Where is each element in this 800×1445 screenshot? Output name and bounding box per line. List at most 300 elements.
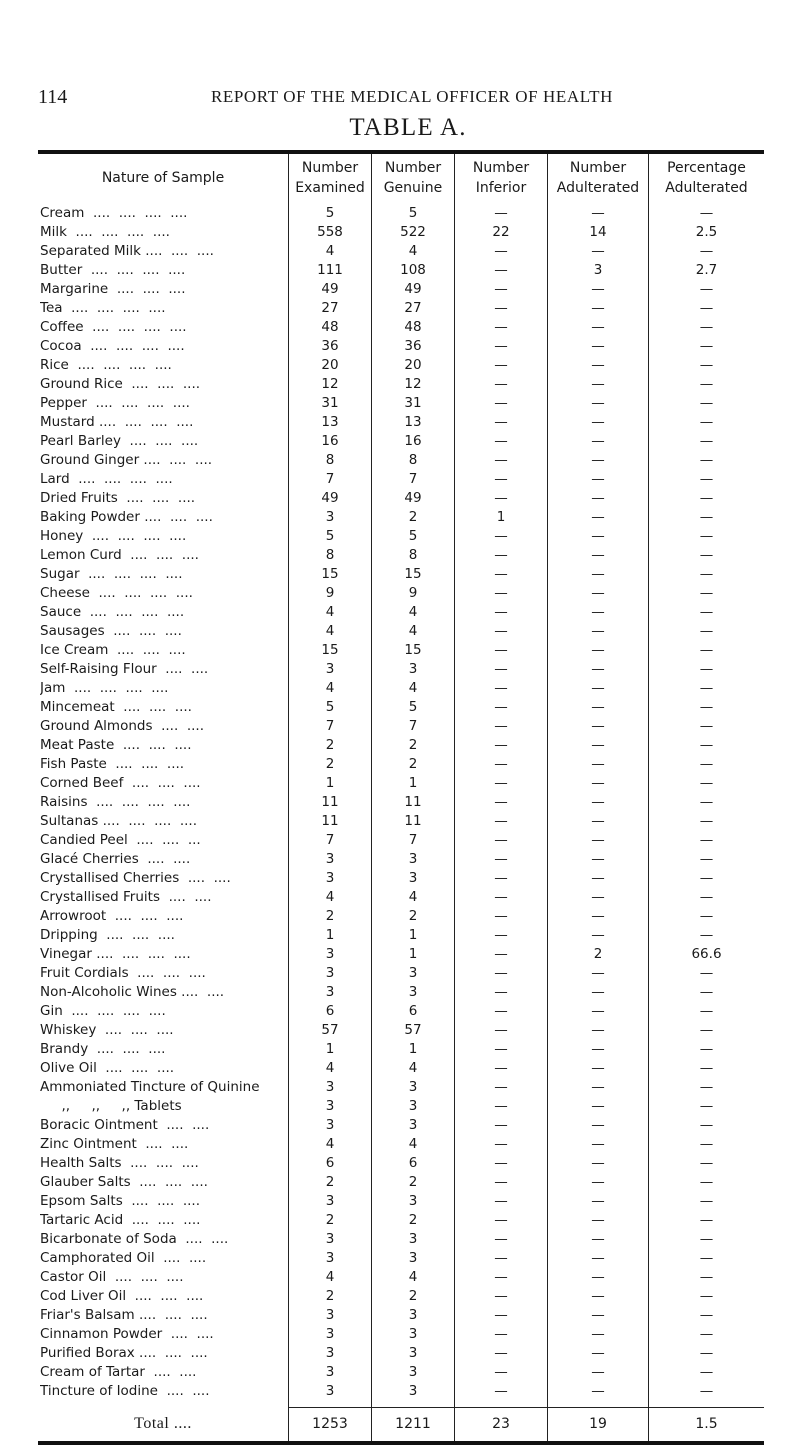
examined-cell: 3 (325, 1326, 335, 1342)
percentage-cell: — (699, 585, 714, 601)
percentage-cell: — (699, 794, 714, 810)
percentage-cell: — (699, 965, 714, 981)
table-row (38, 793, 764, 812)
examined-cell: 3 (325, 870, 335, 886)
inferior-cell: — (494, 528, 508, 544)
adulterated-cell: — (591, 281, 605, 297)
table-row (38, 1154, 764, 1173)
header-number-adulterated: Number Adulterated (556, 160, 640, 196)
examined-cell: 8 (325, 547, 335, 563)
examined-cell: 2 (325, 908, 335, 924)
genuine-cell: 3 (408, 870, 418, 886)
inferior-cell: — (494, 205, 508, 221)
table-row (38, 907, 764, 926)
table-row (38, 755, 764, 774)
adulterated-cell: — (591, 1250, 605, 1266)
genuine-cell: 3 (408, 1326, 418, 1342)
adulterated-cell: — (591, 889, 605, 905)
percentage-cell: — (699, 205, 714, 221)
percentage-cell: — (699, 1212, 714, 1228)
examined-cell: 6 (325, 1003, 335, 1019)
inferior-cell: — (494, 262, 508, 278)
sample-name: Bicarbonate of Soda .... .... (40, 1231, 229, 1247)
page-header (0, 86, 800, 110)
examined-cell: 36 (321, 338, 339, 354)
total-adulterated: 19 (589, 1416, 607, 1432)
sample-name: Mincemeat .... .... .... (40, 699, 192, 715)
adulterated-cell: — (591, 927, 605, 943)
table-row (38, 641, 764, 660)
percentage-cell: — (699, 1250, 714, 1266)
percentage-cell: — (699, 908, 714, 924)
examined-cell: 2 (325, 1288, 335, 1304)
genuine-cell: 2 (408, 1174, 418, 1190)
table-row (38, 432, 764, 451)
examined-cell: 4 (325, 889, 335, 905)
inferior-cell: — (494, 680, 508, 696)
sample-name: Fruit Cordials .... .... .... (40, 965, 206, 981)
percentage-cell: — (699, 775, 714, 791)
table-row (38, 736, 764, 755)
genuine-cell: 3 (408, 1364, 418, 1380)
total-percentage: 1.5 (695, 1416, 718, 1432)
adulterated-cell: — (591, 1174, 605, 1190)
genuine-cell: 4 (408, 243, 418, 259)
inferior-cell: — (494, 1383, 508, 1399)
genuine-cell: 5 (408, 699, 418, 715)
examined-cell: 15 (321, 566, 339, 582)
percentage-cell: — (699, 1326, 714, 1342)
sample-name: Jam .... .... .... .... (40, 680, 169, 696)
examined-cell: 11 (321, 794, 339, 810)
adulterated-cell: — (591, 566, 605, 582)
examined-cell: 3 (325, 1117, 335, 1133)
percentage-cell: — (699, 319, 714, 335)
inferior-cell: — (494, 623, 508, 639)
header-number-genuine: Number Genuine (383, 160, 443, 196)
table-row (38, 1040, 764, 1059)
genuine-cell: 20 (404, 357, 422, 373)
table-row (38, 337, 764, 356)
sample-name: Pepper .... .... .... .... (40, 395, 190, 411)
table-row (38, 299, 764, 318)
percentage-cell: — (699, 813, 714, 829)
examined-cell: 5 (325, 528, 335, 544)
adulterated-cell: — (591, 376, 605, 392)
genuine-cell: 15 (404, 566, 422, 582)
percentage-cell: — (699, 1098, 714, 1114)
table-row (38, 1382, 764, 1401)
adulterated-cell: — (591, 1136, 605, 1152)
examined-cell: 49 (321, 490, 339, 506)
adulterated-cell: — (591, 604, 605, 620)
total-examined: 1253 (312, 1416, 348, 1432)
inferior-cell: — (494, 452, 508, 468)
inferior-cell: — (494, 813, 508, 829)
table-row (38, 470, 764, 489)
inferior-cell: — (494, 414, 508, 430)
percentage-cell: — (699, 1307, 714, 1323)
inferior-cell: — (494, 737, 508, 753)
examined-cell: 3 (325, 1098, 335, 1114)
examined-cell: 4 (325, 623, 335, 639)
percentage-cell: — (699, 357, 714, 373)
inferior-cell: — (494, 585, 508, 601)
genuine-cell: 4 (408, 604, 418, 620)
table-row (38, 622, 764, 641)
examined-cell: 2 (325, 1212, 335, 1228)
percentage-cell: — (699, 832, 714, 848)
table-row (38, 1230, 764, 1249)
sample-name: Mustard .... .... .... .... (40, 414, 194, 430)
examined-cell: 4 (325, 243, 335, 259)
table-row (38, 1097, 764, 1116)
examined-cell: 3 (325, 1383, 335, 1399)
sample-name: Cinnamon Powder .... .... (40, 1326, 214, 1342)
inferior-cell: — (494, 547, 508, 563)
percentage-cell: — (699, 642, 714, 658)
sample-name: Sauce .... .... .... .... (40, 604, 185, 620)
genuine-cell: 31 (404, 395, 422, 411)
sample-name: Cod Liver Oil .... .... .... (40, 1288, 204, 1304)
genuine-cell: 11 (404, 813, 422, 829)
sample-name: Candied Peel .... .... ... (40, 832, 201, 848)
table-row (38, 261, 764, 280)
table-row (38, 679, 764, 698)
percentage-cell: — (699, 1364, 714, 1380)
adulterated-cell: — (591, 471, 605, 487)
adulterated-cell: — (591, 965, 605, 981)
table-row (38, 242, 764, 261)
inferior-cell: — (494, 1174, 508, 1190)
genuine-cell: 3 (408, 1231, 418, 1247)
adulterated-cell: — (591, 1269, 605, 1285)
inferior-cell: — (494, 1098, 508, 1114)
sample-name: Tartaric Acid .... .... .... (40, 1212, 201, 1228)
table-row (38, 945, 764, 964)
sample-name: Brandy .... .... .... (40, 1041, 166, 1057)
percentage-cell: — (699, 1193, 714, 1209)
examined-cell: 9 (325, 585, 335, 601)
sample-name: Margarine .... .... .... (40, 281, 186, 297)
inferior-cell: — (494, 471, 508, 487)
adulterated-cell: — (591, 243, 605, 259)
percentage-cell: — (699, 984, 714, 1000)
table-row (38, 717, 764, 736)
page-number: 114 (38, 86, 68, 108)
adulterated-cell: — (591, 775, 605, 791)
table-row (38, 1211, 764, 1230)
genuine-cell: 3 (408, 984, 418, 1000)
examined-cell: 3 (325, 509, 335, 525)
sample-name: Epsom Salts .... .... .... (40, 1193, 200, 1209)
table-row (38, 1287, 764, 1306)
adulterated-cell: — (591, 1288, 605, 1304)
examined-cell: 558 (317, 224, 343, 240)
adulterated-cell: — (591, 908, 605, 924)
sample-name: Separated Milk .... .... .... (40, 243, 214, 259)
inferior-cell: — (494, 1079, 508, 1095)
sample-name: Vinegar .... .... .... .... (40, 946, 191, 962)
adulterated-cell: — (591, 1003, 605, 1019)
inferior-cell: — (494, 756, 508, 772)
sample-name: Lard .... .... .... .... (40, 471, 173, 487)
table-row (38, 375, 764, 394)
sample-name: Gin .... .... .... .... (40, 1003, 166, 1019)
genuine-cell: 9 (408, 585, 418, 601)
adulterated-cell: — (591, 718, 605, 734)
table-row (38, 1249, 764, 1268)
sample-name: Tincture of Iodine .... .... (40, 1383, 210, 1399)
examined-cell: 6 (325, 1155, 335, 1171)
genuine-cell: 3 (408, 1250, 418, 1266)
examined-cell: 3 (325, 946, 335, 962)
percentage-cell: — (699, 1231, 714, 1247)
adulterated-cell: 3 (593, 262, 603, 278)
examined-cell: 3 (325, 1345, 335, 1361)
inferior-cell: — (494, 1326, 508, 1342)
genuine-cell: 6 (408, 1155, 418, 1171)
examined-cell: 4 (325, 1136, 335, 1152)
table-row (38, 1021, 764, 1040)
genuine-cell: 48 (404, 319, 422, 335)
total-inferior: 23 (492, 1416, 510, 1432)
examined-cell: 4 (325, 604, 335, 620)
table-row (38, 584, 764, 603)
adulterated-cell: — (591, 490, 605, 506)
table-row (38, 1059, 764, 1078)
genuine-cell: 1 (408, 775, 418, 791)
genuine-cell: 4 (408, 1269, 418, 1285)
percentage-cell: — (699, 395, 714, 411)
sample-name: Cheese .... .... .... .... (40, 585, 193, 601)
table-row (38, 565, 764, 584)
table-row (38, 394, 764, 413)
table-row (38, 660, 764, 679)
sample-name: Baking Powder .... .... .... (40, 509, 213, 525)
genuine-cell: 27 (404, 300, 422, 316)
inferior-cell: 1 (496, 509, 506, 525)
adulterated-cell: — (591, 357, 605, 373)
percentage-cell: — (699, 927, 714, 943)
inferior-cell: — (494, 1364, 508, 1380)
sample-name: Coffee .... .... .... .... (40, 319, 187, 335)
adulterated-cell: — (591, 585, 605, 601)
examined-cell: 7 (325, 471, 335, 487)
examined-cell: 2 (325, 737, 335, 753)
inferior-cell: — (494, 243, 508, 259)
genuine-cell: 6 (408, 1003, 418, 1019)
examined-cell: 7 (325, 832, 335, 848)
percentage-cell: — (699, 1060, 714, 1076)
genuine-cell: 108 (400, 262, 426, 278)
table-row (38, 1192, 764, 1211)
sample-name: Honey .... .... .... .... (40, 528, 187, 544)
adulterated-cell: — (591, 1231, 605, 1247)
percentage-cell: — (699, 1041, 714, 1057)
sample-name: Raisins .... .... .... .... (40, 794, 191, 810)
table-row (38, 869, 764, 888)
adulterated-cell: — (591, 851, 605, 867)
genuine-cell: 3 (408, 1307, 418, 1323)
inferior-cell: — (494, 1269, 508, 1285)
percentage-cell: — (699, 281, 714, 297)
examined-cell: 20 (321, 357, 339, 373)
inferior-cell: — (494, 1250, 508, 1266)
table-row (38, 983, 764, 1002)
sample-name: Dried Fruits .... .... .... (40, 490, 196, 506)
examined-cell: 4 (325, 1060, 335, 1076)
percentage-cell: — (699, 547, 714, 563)
table-row (38, 489, 764, 508)
percentage-cell: — (699, 414, 714, 430)
adulterated-cell: 14 (589, 224, 607, 240)
sample-name: Meat Paste .... .... .... (40, 737, 192, 753)
sample-name: Self-Raising Flour .... .... (40, 661, 209, 677)
adulterated-cell: — (591, 1079, 605, 1095)
table-row (38, 603, 764, 622)
percentage-cell: — (699, 509, 714, 525)
genuine-cell: 3 (408, 851, 418, 867)
examined-cell: 3 (325, 1364, 335, 1380)
genuine-cell: 1 (408, 1041, 418, 1057)
inferior-cell: — (494, 1155, 508, 1171)
percentage-cell: — (699, 680, 714, 696)
header-number-examined: Number Examined (295, 160, 365, 196)
genuine-cell: 15 (404, 642, 422, 658)
adulterated-cell: — (591, 623, 605, 639)
sample-name: Rice .... .... .... .... (40, 357, 172, 373)
sample-name: ,, ,, ,, Tablets (40, 1098, 182, 1114)
inferior-cell: — (494, 1231, 508, 1247)
inferior-cell: — (494, 946, 508, 962)
examined-cell: 7 (325, 718, 335, 734)
sample-name: Cream .... .... .... .... (40, 205, 188, 221)
inferior-cell: — (494, 832, 508, 848)
genuine-cell: 4 (408, 889, 418, 905)
genuine-cell: 3 (408, 1345, 418, 1361)
table-row (38, 1344, 764, 1363)
percentage-cell: 2.5 (695, 224, 718, 240)
header-nature-of-sample: Nature of Sample (101, 170, 225, 186)
sample-name: Corned Beef .... .... .... (40, 775, 201, 791)
adulterated-cell: — (591, 1307, 605, 1323)
genuine-cell: 4 (408, 1136, 418, 1152)
percentage-cell: — (699, 1022, 714, 1038)
inferior-cell: — (494, 1345, 508, 1361)
sample-name: Friar's Balsam .... .... .... (40, 1307, 208, 1323)
genuine-cell: 2 (408, 509, 418, 525)
examined-cell: 8 (325, 452, 335, 468)
percentage-cell: — (699, 870, 714, 886)
adulterated-cell: — (591, 205, 605, 221)
genuine-cell: 36 (404, 338, 422, 354)
sample-name: Crystallised Fruits .... .... (40, 889, 212, 905)
sample-name: Health Salts .... .... .... (40, 1155, 199, 1171)
percentage-cell: — (699, 1383, 714, 1399)
percentage-cell: — (699, 490, 714, 506)
percentage-cell: — (699, 1117, 714, 1133)
examined-cell: 5 (325, 205, 335, 221)
percentage-cell: — (699, 1003, 714, 1019)
adulterated-cell: — (591, 699, 605, 715)
table-row (38, 413, 764, 432)
adulterated-cell: — (591, 547, 605, 563)
adulterated-cell: — (591, 1212, 605, 1228)
genuine-cell: 8 (408, 547, 418, 563)
inferior-cell: — (494, 1003, 508, 1019)
table-row (38, 812, 764, 831)
genuine-cell: 3 (408, 1117, 418, 1133)
examined-cell: 3 (325, 965, 335, 981)
sample-name: Ground Almonds .... .... (40, 718, 204, 734)
examined-cell: 1 (325, 1041, 335, 1057)
genuine-cell: 2 (408, 908, 418, 924)
adulterated-cell: — (591, 1345, 605, 1361)
sample-name: Purified Borax .... .... .... (40, 1345, 208, 1361)
genuine-cell: 13 (404, 414, 422, 430)
inferior-cell: — (494, 775, 508, 791)
table-row (38, 1268, 764, 1287)
table-row (38, 1002, 764, 1021)
inferior-cell: — (494, 604, 508, 620)
table-top-rule (38, 150, 764, 154)
total-row (38, 1409, 764, 1439)
percentage-cell: — (699, 851, 714, 867)
inferior-cell: — (494, 300, 508, 316)
percentage-cell: — (699, 1155, 714, 1171)
adulterated-cell: — (591, 661, 605, 677)
adulterated-cell: — (591, 319, 605, 335)
percentage-cell: — (699, 300, 714, 316)
table-row (38, 774, 764, 793)
adulterated-cell: — (591, 1364, 605, 1380)
examined-cell: 27 (321, 300, 339, 316)
table-row (38, 1173, 764, 1192)
examined-cell: 13 (321, 414, 339, 430)
genuine-cell: 3 (408, 1193, 418, 1209)
table-row (38, 318, 764, 337)
table-row (38, 1116, 764, 1135)
genuine-cell: 3 (408, 1098, 418, 1114)
percentage-cell: — (699, 243, 714, 259)
sample-name: Glauber Salts .... .... .... (40, 1174, 208, 1190)
examined-cell: 5 (325, 699, 335, 715)
genuine-cell: 2 (408, 1288, 418, 1304)
table-title: TABLE A. (349, 114, 467, 141)
adulterated-cell: — (591, 832, 605, 848)
total-genuine: 1211 (395, 1416, 431, 1432)
sample-name: Fish Paste .... .... .... (40, 756, 185, 772)
genuine-cell: 49 (404, 490, 422, 506)
examined-cell: 4 (325, 680, 335, 696)
table-row (38, 527, 764, 546)
sample-name: Ice Cream .... .... .... (40, 642, 186, 658)
sample-name: Butter .... .... .... .... (40, 262, 186, 278)
table-bottom-rule (38, 1441, 764, 1445)
adulterated-cell: — (591, 452, 605, 468)
total-label: Total .... (134, 1415, 192, 1432)
table-row (38, 926, 764, 945)
genuine-cell: 4 (408, 1060, 418, 1076)
inferior-cell: — (494, 1022, 508, 1038)
sample-name: Arrowroot .... .... .... (40, 908, 184, 924)
adulterated-cell: — (591, 794, 605, 810)
table-row (38, 1078, 764, 1097)
examined-cell: 3 (325, 984, 335, 1000)
sample-name: Ground Rice .... .... .... (40, 376, 201, 392)
percentage-cell: — (699, 1079, 714, 1095)
